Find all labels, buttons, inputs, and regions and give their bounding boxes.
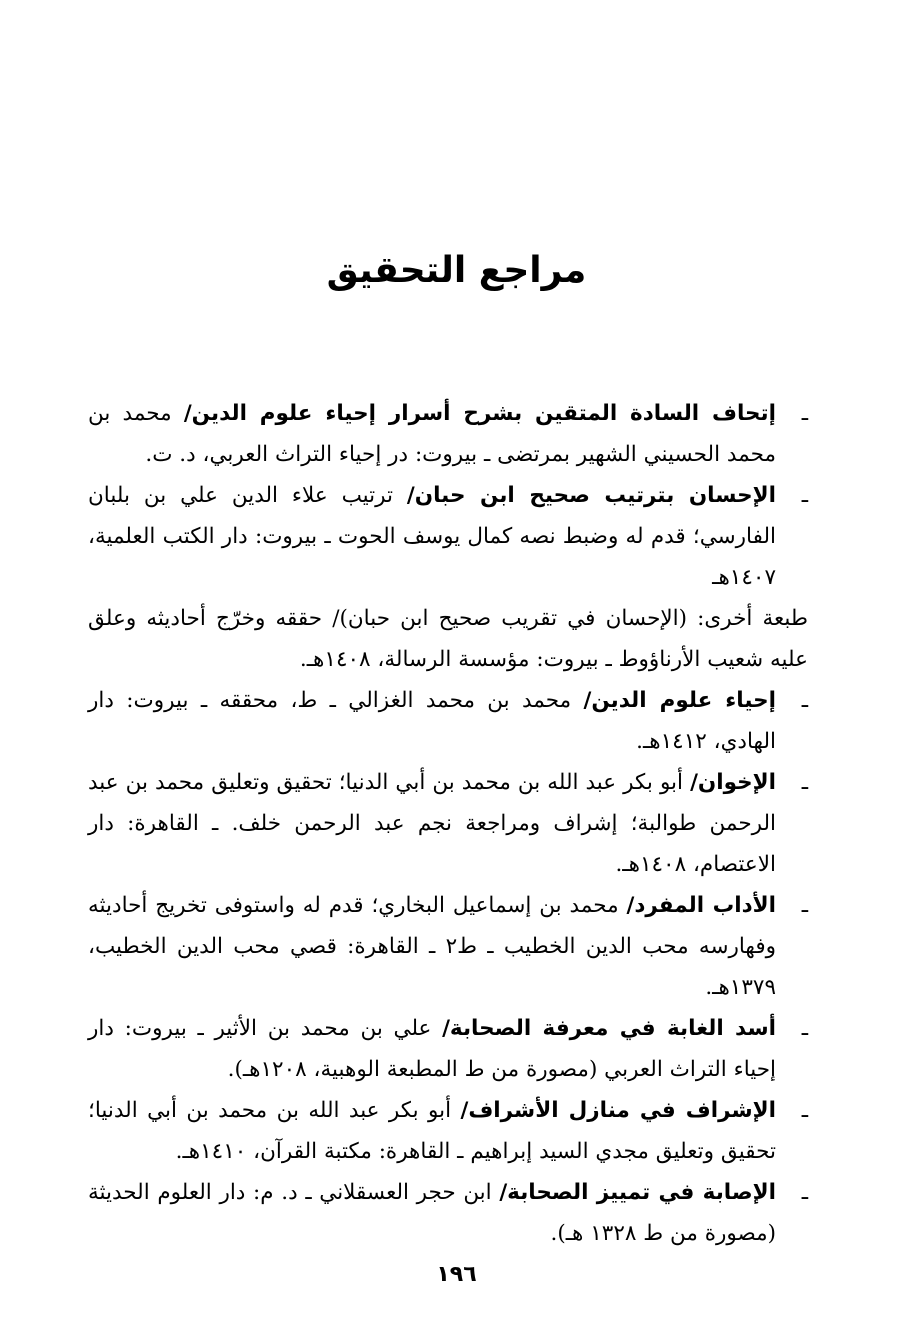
list-dash: ـ (801, 483, 808, 508)
page-title: مراجع التحقيق (326, 250, 587, 291)
list-dash: ـ (801, 770, 808, 795)
list-dash: ـ (801, 893, 808, 918)
reference-details: أبو بكر عبد الله بن محمد بن أبي الدنيا؛ تحقيق وتعليق مجدي السيد إبراهيم ـ القاهرة: مكتبة القرآن، ١٤١٠هـ. (88, 1098, 776, 1164)
reference-title: إتحاف السادة المتقين بشرح أسرار إحياء علوم الدين/ (183, 401, 776, 426)
reference-title: الإحسان بترتيب صحيح ابن حبان/ (406, 483, 776, 508)
edition-note: طبعة أخرى: (الإحسان في تقريب صحيح ابن حبان)/ حققه وخرّج أحاديثه وعلق عليه شعيب الأرناؤوط ـ بيروت: مؤسسة الرسالة، ١٤٠٨هـ. (88, 606, 808, 672)
reference-title: أسد الغابة في معرفة الصحابة/ (442, 1016, 776, 1041)
reference-details: محمد بن محمد الحسيني الشهير بمرتضى ـ بيروت: در إحياء التراث العربي، د. ت. (88, 401, 776, 467)
reference-title: الإصابة في تمييز الصحابة/ (499, 1180, 776, 1205)
reference-details: أبو بكر عبد الله بن محمد بن أبي الدنيا؛ تحقيق وتعليق محمد بن عبد الرحمن طوالبة؛ إشراف ومراجعة نجم عبد الرحمن خلف. ـ القاهرة: دار الاعتصام، ١٤٠٨هـ. (88, 770, 776, 877)
reference-entry (88, 1090, 808, 1172)
reference-details: محمد بن محمد الغزالي ـ ط، محققه ـ بيروت: دار الهادي، ١٤١٢هـ. (88, 688, 776, 754)
reference-details: محمد بن إسماعيل البخاري؛ قدم له واستوفى تخريج أحاديثه وفهارسه محب الدين الخطيب ـ ط٢ ـ القاهرة: قصي محب الدين الخطيب، ١٣٧٩هـ. (88, 893, 776, 1000)
list-dash: ـ (801, 401, 808, 426)
reference-title: الأداب المفرد/ (626, 893, 776, 918)
reference-details: ترتيب علاء الدين علي بن بلبان الفارسي؛ قدم له وضبط نصه كمال يوسف الحوت ـ بيروت: دار الكتب العلمية، ١٤٠٧هـ (88, 483, 776, 590)
reference-entry (88, 1172, 808, 1254)
list-dash: ـ (801, 688, 808, 713)
reference-entry (88, 762, 808, 885)
reference-title: الإخوان/ (690, 770, 776, 795)
reference-details: علي بن محمد بن الأثير ـ بيروت: دار إحياء التراث العربي (مصورة من ط المطبعة الوهبية، ١٢٠٨هـ). (88, 1016, 776, 1082)
reference-title: الإشراف في منازل الأشراف/ (460, 1098, 776, 1123)
reference-entry (88, 885, 808, 1008)
reference-title: إحياء علوم الدين/ (583, 688, 777, 713)
reference-entry (88, 1008, 808, 1090)
reference-entry (88, 393, 808, 475)
reference-details: ابن حجر العسقلاني ـ د. م: دار العلوم الحديثة (مصورة من ط ١٣٢٨ هـ). (88, 1180, 776, 1246)
list-dash: ـ (801, 1180, 808, 1205)
list-dash: ـ (801, 1098, 808, 1123)
list-dash: ـ (801, 1016, 808, 1041)
reference-entry (88, 475, 808, 598)
reference-entry (88, 680, 808, 762)
page-number: ١٩٦ (436, 1262, 477, 1287)
references-list (88, 393, 808, 1254)
